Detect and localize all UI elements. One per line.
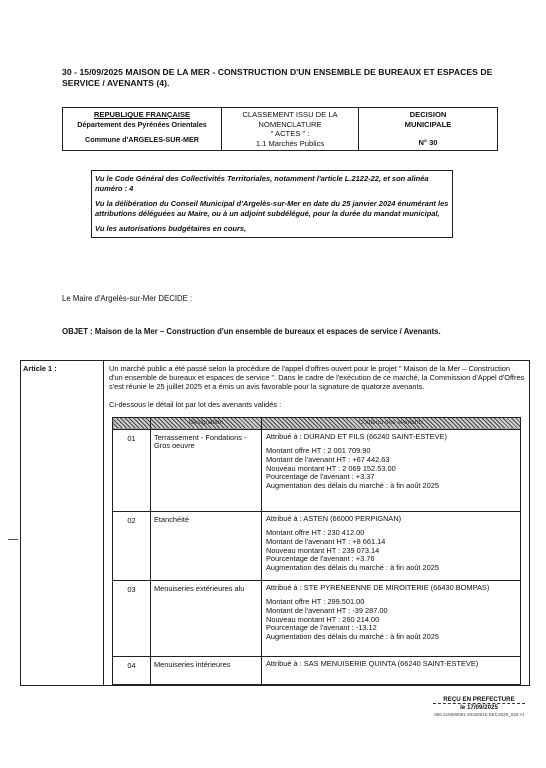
lot-pourcentage: Pourcentage de l'avenant : +3.76 xyxy=(266,554,375,564)
lot-details xyxy=(262,429,521,511)
lot-montant-avenant: Montant de l'avenant HT : -39 287.00 xyxy=(266,606,388,615)
decision-title: 30 - 15/09/2025 MAISON DE LA MER - CONSTRUCTION D'UN ENSEMBLE DE BUREAUX ET ESPACES DE SERVICE / AVENANTS (4). xyxy=(62,67,493,88)
lot-name: Etanchéité xyxy=(151,511,262,580)
vu-budget: Vu les autorisations budgétaires en cours, xyxy=(95,224,247,234)
article-1-label: Article 1 : xyxy=(21,361,104,686)
article-table xyxy=(20,360,530,686)
article-1-body xyxy=(104,361,530,686)
lot-details xyxy=(262,656,521,684)
lots-head-contenu: Contenu des avenants xyxy=(262,417,521,429)
header-commune-cell xyxy=(63,108,222,151)
lot-delais: Augmentation des délais du marché : à fin août 2025 xyxy=(266,562,439,572)
lot-name: Terrassement - Fondations - Gros oeuvre xyxy=(151,429,262,511)
lot-montant-offre: Montant offre HT : 2 001 709.90 xyxy=(266,446,371,456)
article-1-paragraph-1: Un marché public a été passé selon la procédure de l'appel d'offres ouvert pour le projet " Maison de la Mer – Construction d'un ensemble de bureaux et espaces de service ". Dans le cadre de l'exécution de ce marché, la Commission d'Appel d'Offres s'est réunie le 25 juillet 2025 et a émis un avis favorable pour la signature de quatorze avenants. xyxy=(109,364,525,392)
vu-box xyxy=(91,170,453,238)
table-row xyxy=(113,429,521,511)
decision-line-1: DECISION xyxy=(409,110,447,119)
maire-decide: Le Maire d'Argelès-sur-Mer DECIDE : xyxy=(62,294,193,303)
lot-details xyxy=(262,511,521,580)
stamp-received: REÇU EN PREFECTURE xyxy=(433,696,525,704)
lot-attribution: Attribué à : SAS MENUISERIE QUINTA (66240 SAINT-ESTEVE) xyxy=(266,658,479,668)
decision-line-2: MUNICIPALE xyxy=(404,119,452,129)
vu-cgct: Vu le Code Général des Collectivités Territoriales, notamment l'article L.2122-22, et son alinéa numéro : 4 xyxy=(95,174,429,193)
classement-line-3: 1.1 Marchés Publics xyxy=(255,138,325,148)
lot-number: 03 xyxy=(113,580,151,656)
lot-nouveau-montant: Nouveau montant HT : 2 069 152.53.00 xyxy=(266,463,396,473)
margin-mark xyxy=(8,539,18,540)
lot-delais: Augmentation des délais du marché : à fin août 2025 xyxy=(266,631,439,641)
header-classement-cell xyxy=(222,108,359,151)
lot-pourcentage: Pourcentage de l'avenant : -13.12 xyxy=(266,623,377,633)
table-row xyxy=(113,580,521,656)
table-row xyxy=(113,656,521,684)
objet: OBJET : Maison de la Mer – Construction d'un ensemble de bureaux et espaces de service / Avenants. xyxy=(62,327,441,336)
lot-delais: Augmentation des délais du marché : à fin août 2025 xyxy=(266,480,439,490)
lot-number: 02 xyxy=(113,511,151,580)
classement-line-1: CLASSEMENT ISSU DE LA NOMENCLATURE xyxy=(242,110,338,129)
lots-head-num xyxy=(113,417,151,429)
departement-label: Département des Pyrénées Orientales xyxy=(77,119,207,129)
lot-montant-offre: Montant offre HT : 230 412.00 xyxy=(266,528,365,538)
decision-number: N° 30 xyxy=(418,138,438,147)
lot-attribution: Attribué à : ASTEN (66000 PERPIGNAN) xyxy=(266,513,402,523)
lot-number: 04 xyxy=(113,656,151,684)
prefecture-stamp xyxy=(433,696,525,719)
stamp-reference: 066-216600081-20250915-DEC2025_030-AI xyxy=(434,712,524,718)
lot-pourcentage: Pourcentage de l'avenant : +3.37 xyxy=(266,472,375,482)
vu-deliberation: Vu la délibération du Conseil Municipal d'Argelès-sur-Mer en date du 25 janvier 2024 énumérant les attributions déléguées au Maire, ou à un adjoint subdélégué, pour la durée du mandat municipal, xyxy=(95,199,449,218)
republique-label: REPUBLIQUE FRANÇAISE xyxy=(93,110,191,119)
lot-nouveau-montant: Nouveau montant HT : 239 073.14 xyxy=(266,545,380,555)
lot-attribution: Attribué à : DURAND ET FILS (66240 SAINT-ESTEVE) xyxy=(266,431,447,441)
lot-montant-avenant: Montant de l'avenant HT : +67 442.63 xyxy=(266,455,390,464)
lot-name: Menuiseries intérieures xyxy=(151,656,262,684)
lot-montant-offre: Montant offre HT : 299.501.00 xyxy=(266,597,365,607)
table-row xyxy=(113,511,521,580)
commune-label: Commune d'ARGELES-SUR-MER xyxy=(85,135,199,144)
article-1-paragraph-2: Ci-dessous le détail lot par lot des avenants validés : xyxy=(109,399,282,409)
lot-montant-avenant: Montant de l'avenant HT : +8 661.14 xyxy=(266,537,386,546)
lots-head-designation: Désignation xyxy=(151,417,262,429)
lots-table xyxy=(112,417,521,685)
lot-number: 01 xyxy=(113,429,151,511)
lot-details xyxy=(262,580,521,656)
header-table xyxy=(62,107,498,151)
classement-line-2: " ACTES " : xyxy=(270,129,310,138)
lot-nouveau-montant: Nouveau montant HT : 260 214.00 xyxy=(266,614,380,624)
stamp-date: le 17/09/2025 xyxy=(460,704,498,712)
lot-attribution: Attribué à : STE PYRENEENNE DE MIROITERIE (66430 BOMPAS) xyxy=(266,582,490,592)
lot-name: Menuiseries extérieures alu xyxy=(151,580,262,656)
header-decision-cell xyxy=(359,108,498,151)
